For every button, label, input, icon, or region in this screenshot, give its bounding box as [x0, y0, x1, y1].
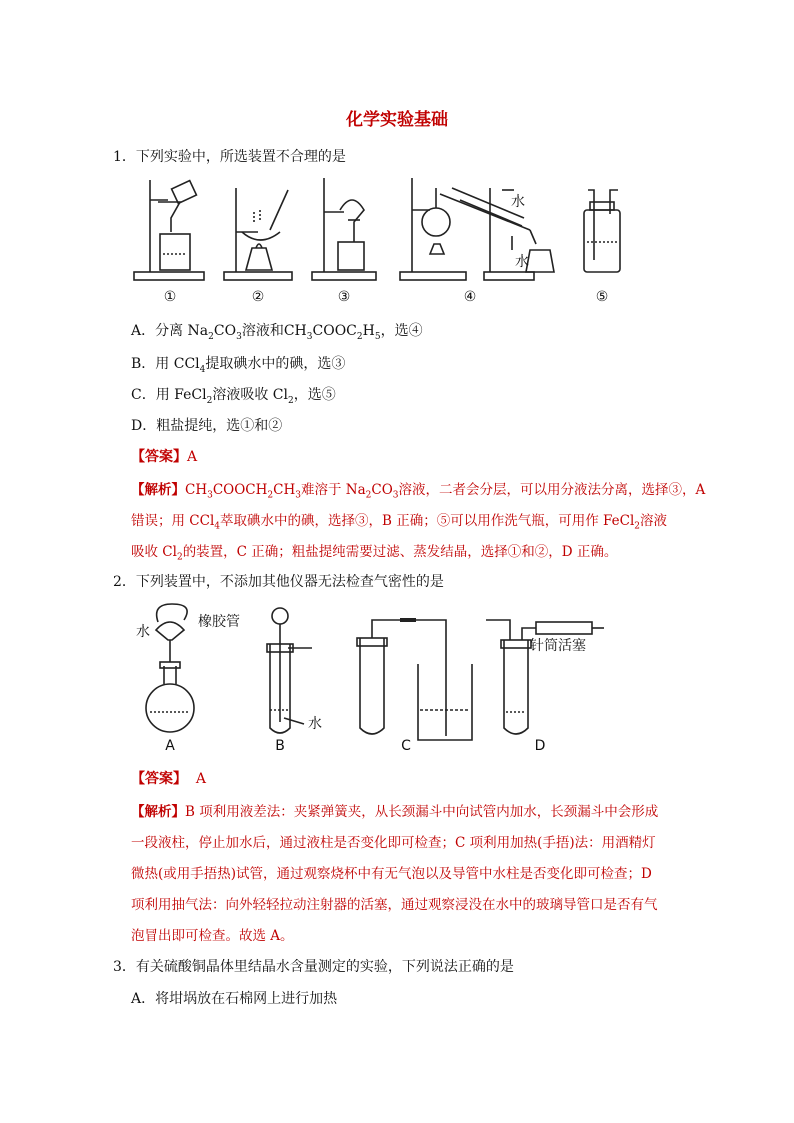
q1-explanation-line-3: 吸收 $Cl_2$的装置，C 正确；粗盐提纯需要过滤、蒸发结晶，选择①和②，D 正确。	[131, 544, 618, 563]
q1-explanation-line-2: 错误；用 CCl$_4$萃取碘水中的碘，选择③，B 正确；⑤可以用作洗气瓶，可用作 FeCl$_2$溶液	[131, 513, 668, 532]
q2-rubber-tube-label: 橡胶管	[198, 614, 240, 630]
q2-fig-label-d: D	[534, 738, 546, 754]
svg-text:水	[515, 253, 529, 270]
svg-text:水	[511, 193, 525, 210]
q2-fig-label-b: B	[275, 738, 285, 754]
q2-apparatus-figure	[132, 600, 612, 755]
q1-apparatus-figure	[130, 170, 630, 310]
q2-explanation-line-1: 【解析】B 项利用液差法：夹紧弹簧夹，从长颈漏斗中向试管内加水，长颈漏斗中会形成	[131, 804, 659, 820]
page-title: 化学实验基础	[346, 110, 448, 130]
q2-syringe-label: 针筒活塞	[530, 638, 586, 654]
q2-explanation-line-3: 微热(或用手捂热)试管，通过观察烧杯中有无气泡以及导管中水柱是否变化即可检查；D	[131, 866, 652, 882]
q1-answer: 【答案】A	[131, 449, 198, 465]
q2-explanation-line-4: 项利用抽气法：向外轻轻拉动注射器的活塞，通过观察浸没在水中的玻璃导管口是否有气	[131, 897, 658, 913]
q2-answer: 【答案】 A	[131, 771, 207, 787]
q1-option-b: B．用 CCl$_4$提取碘水中的碘，选③	[131, 356, 346, 375]
q1-fig-label-2: ②	[251, 289, 265, 305]
q1-water-bottom-label: 水	[515, 254, 529, 270]
q1-stem: 1．下列实验中，所选装置不合理的是	[113, 149, 346, 165]
q2-explanation-line-2: 一段液柱，停止加水后，通过液柱是否变化即可检查；C 项利用加热(手捂)法：用酒精灯	[131, 835, 656, 851]
q2-water-label-b: 水	[308, 716, 322, 732]
q3-option-a: A．将坩埚放在石棉网上进行加热	[131, 991, 338, 1007]
q1-fig-label-4: ④	[463, 289, 477, 305]
q2-fig-label-c: C	[401, 738, 411, 754]
q1-fig-label-3: ③	[337, 289, 351, 305]
q1-water-top-label: 水	[511, 194, 525, 210]
q1-option-c: C．用 FeCl$_2$溶液吸收 $Cl_2$，选⑤	[131, 387, 336, 406]
q3-stem: 3．有关硫酸铜晶体里结晶水含量测定的实验，下列说法正确的是	[113, 959, 514, 975]
q1-fig-label-5: ⑤	[595, 289, 609, 305]
q2-explanation-line-5: 泡冒出即可检查。故选 A。	[131, 928, 294, 944]
q1-option-d: D．粗盐提纯，选①和②	[131, 418, 283, 434]
q2-fig-label-a: A	[165, 738, 175, 754]
q1-fig-label-1: ①	[163, 289, 177, 305]
q2-water-label-a: 水	[136, 624, 150, 640]
q1-option-a: A．分离 $Na_2CO_3$溶液和$CH_3COOC_2H_5$，选④	[131, 323, 423, 342]
q1-explanation-line-1: 【解析】$CH_3COOCH_2CH_3$难溶于 $Na_2CO_3$溶液，二者会分层，可以用分液法分离，选择③，A	[131, 482, 706, 501]
q2-stem: 2．下列装置中，不添加其他仪器无法检查气密性的是	[113, 574, 444, 590]
